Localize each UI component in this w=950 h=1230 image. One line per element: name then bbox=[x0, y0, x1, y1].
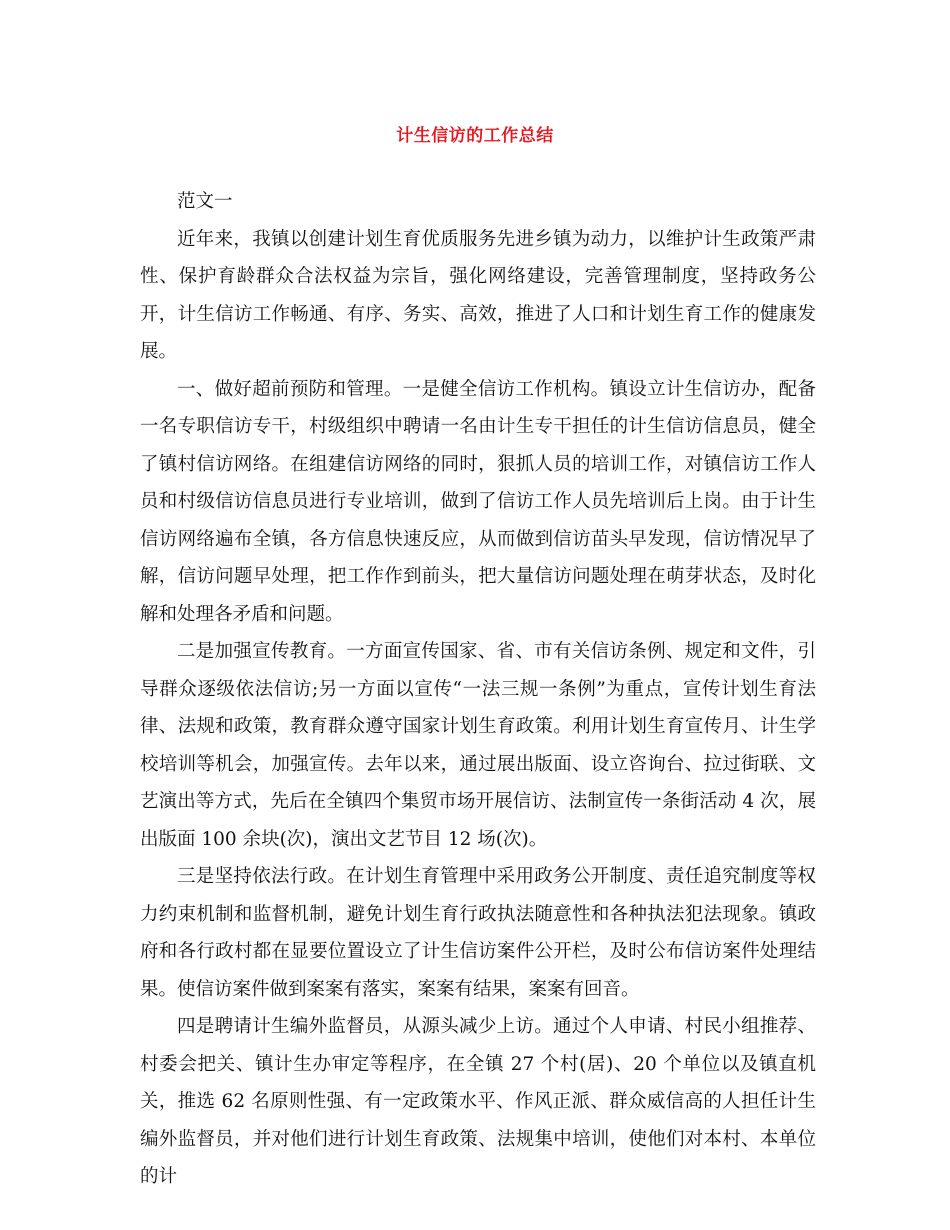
paragraph: 三是坚持依法行政。在计划生育管理中采用政务公开制度、责任追究制度等权力约束机制和监督机制，避免计划生育行政执法随意性和各种执法犯法现象。镇政府和各行政村都在显要位置设立了计生信访案件公开栏，及时公布信访案件处理结果。使信访案件做到案案有落实，案案有结果，案案有回音。 bbox=[140, 866, 816, 1000]
paragraph-heading: 范文一 bbox=[177, 191, 233, 212]
paragraph: 近年来，我镇以创建计划生育优质服务先进乡镇为动力，以维护计生政策严肃性、保护育龄群众合法权益为宗旨，强化网络建设，完善管理制度，坚持政务公开，计生信访工作畅通、有序、务实、高效，推进了人口和计划生育工作的健康发展。 bbox=[140, 228, 816, 362]
paragraph: 四是聘请计生编外监督员，从源头减少上访。通过个人申请、村民小组推荐、村委会把关、镇计生办审定等程序，在全镇 27 个村(居)、20 个单位以及镇直机关，推选 62 名原则性强、有一定政策水平、作风正派、群众威信高的人担任计生编外监督员，并对他们进行计划生育政策、法规集中培训，使他们对本村、本单位的计 bbox=[140, 1016, 816, 1187]
paragraph: 二是加强宣传教育。一方面宣传国家、省、市有关信访条例、规定和文件，引导群众逐级依法信访;另一方面以宣传“一法三规一条例”为重点，宣传计划生育法律、法规和政策，教育群众遵守国家计划生育政策。利用计划生育宣传月、计生学校培训等机会，加强宣传。去年以来，通过展出版面、设立咨询台、拉过街联、文艺演出等方式，先后在全镇四个集贸市场开展信访、法制宣传一条街活动 4 次，展出版面 100 余块(次)，演出文艺节目 12 场(次)。 bbox=[140, 641, 816, 850]
document-body bbox=[140, 183, 816, 1196]
document-title: 计生信访的工作总结 bbox=[396, 126, 554, 146]
paragraph: 一、做好超前预防和管理。一是健全信访工作机构。镇设立计生信访办，配备一名专职信访专干，村级组织中聘请一名由计生专干担任的计生信访信息员，健全了镇村信访网络。在组建信访网络的同时，狠抓人员的培训工作，对镇信访工作人员和村级信访信息员进行专业培训，做到了信访工作人员先培训后上岗。由于计生信访网络遍布全镇，各方信息快速反应，从而做到信访苗头早发现，信访情况早了解，信访问题早处理，把工作作到前头，把大量信访问题处理在萌芽状态，及时化解和处理各矛盾和问题。 bbox=[140, 378, 816, 625]
